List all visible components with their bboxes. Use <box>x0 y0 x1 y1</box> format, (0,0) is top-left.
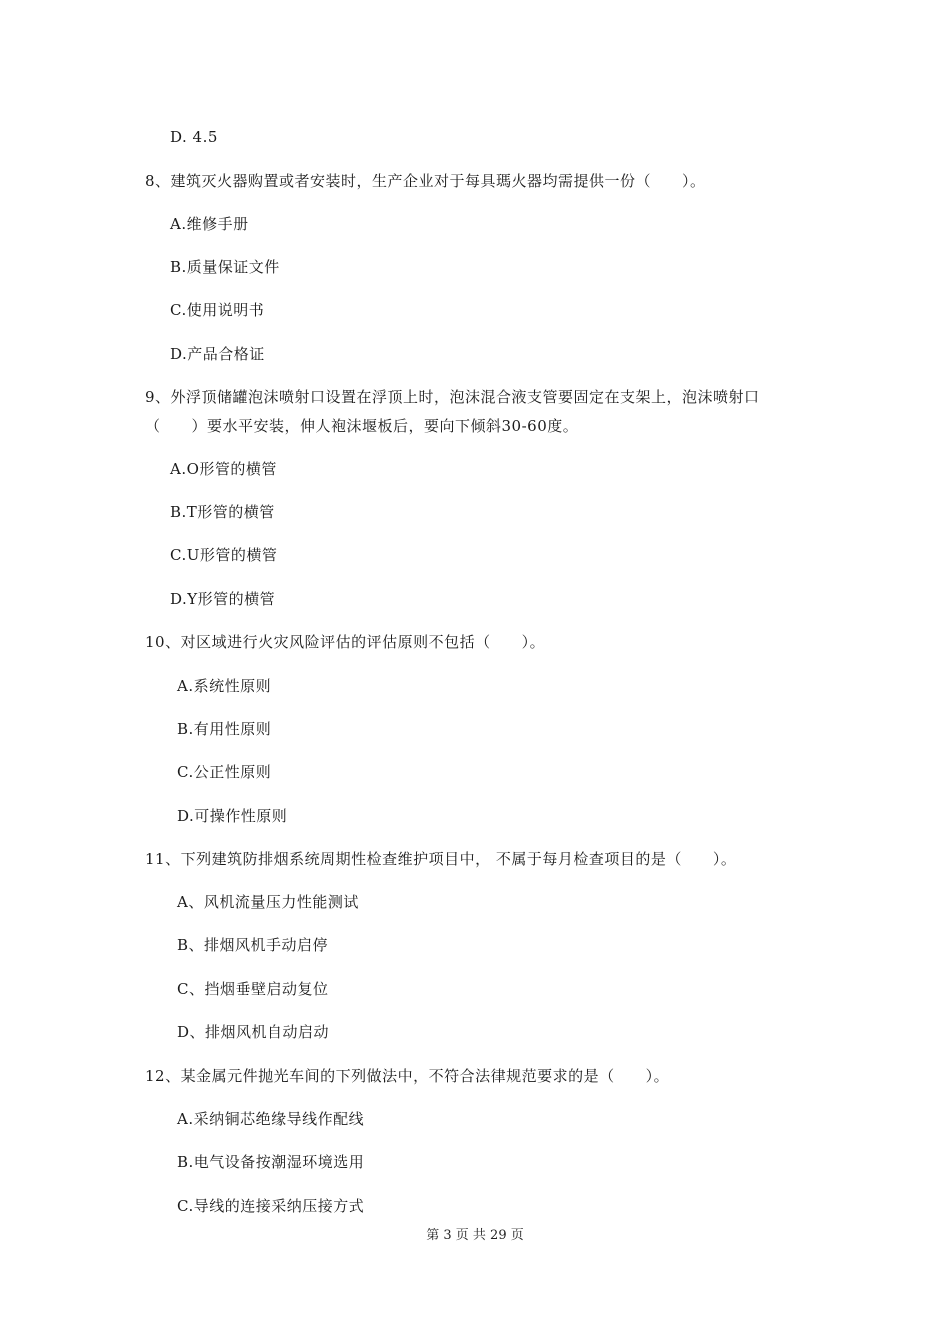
q12-stem: 12、某金属元件抛光车间的下列做法中，不符合法律规范要求的是（ ）。 <box>145 1067 670 1085</box>
q8-option-c: C.使用说明书 <box>170 301 265 319</box>
q9-option-d: D.Y形管的横管 <box>170 590 276 608</box>
q11-option-b: B、排烟风机手动启停 <box>177 936 329 954</box>
page-footer: 第 3 页 共 29 页 <box>426 1228 524 1243</box>
q12-option-a: A.采纳铜芯绝缘导线作配线 <box>177 1110 365 1128</box>
q11-option-d: D、排烟风机自动启动 <box>177 1023 330 1041</box>
q8-option-a: A.维修手册 <box>170 215 249 233</box>
q10-option-c: C.公正性原则 <box>177 763 272 781</box>
q11-option-a: A、风机流量压力性能测试 <box>177 893 359 911</box>
q8-stem: 8、建筑灭火器购置或者安装时，生产企业对于每具瑪火器均需提供一份（ ）。 <box>145 172 706 190</box>
q9-option-a: A.O形管的横管 <box>170 460 277 478</box>
q9-option-b: B.T形管的横管 <box>170 503 275 521</box>
q9-option-c: C.U形管的横管 <box>170 546 278 564</box>
q10-option-d: D.可操作性原则 <box>177 807 288 825</box>
q8-option-d: D.产品合格证 <box>170 345 265 363</box>
q9-stem-line1: 9、外浮顶储罐泡沫喷射口设置在浮顶上时，泡沫混合液支管要固定在支架上，泡沫喷射口 <box>145 388 760 406</box>
q12-option-c: C.导线的连接采纳压接方式 <box>177 1197 365 1215</box>
q10-option-a: A.系统性原则 <box>177 677 272 695</box>
q7-option-d: D. 4.5 <box>170 128 218 146</box>
q8-option-b: B.质量保证文件 <box>170 258 280 276</box>
q10-stem: 10、对区域进行火灾风险评估的评估原则不包括（ ）。 <box>145 633 546 651</box>
q11-stem: 11、下列建筑防排烟系统周期性检查维护项目中， 不属于每月检查项目的是（ ）。 <box>145 850 737 868</box>
q9-stem-line2: （ ）要水平安装，伸人袍沫堰板后，要向下倾斜30-60度。 <box>145 417 579 435</box>
q11-option-c: C、挡烟垂壁启动复位 <box>177 980 329 998</box>
q12-option-b: B.电气设备按潮湿环境选用 <box>177 1153 365 1171</box>
q10-option-b: B.有用性原则 <box>177 720 272 738</box>
